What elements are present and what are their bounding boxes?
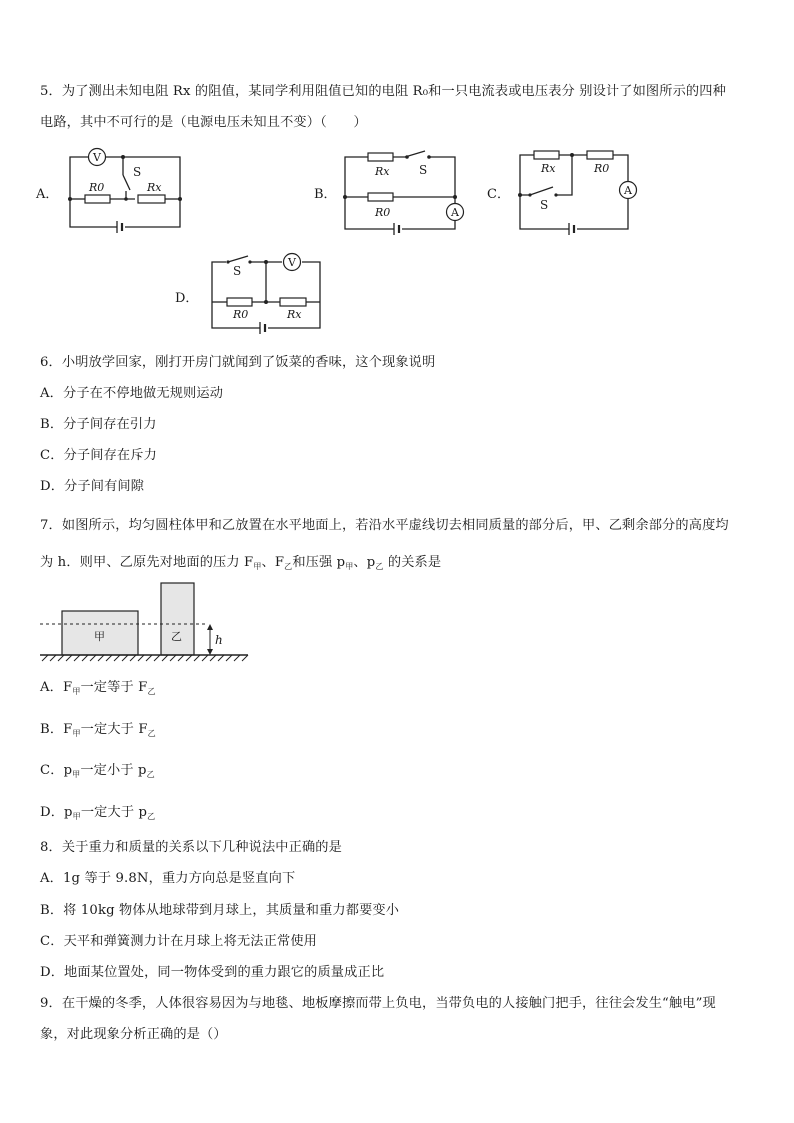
q7-stem-line2: 为 h．则甲、乙原先对地面的压力 $F_甲$、$F_乙$和压强 $p_甲$、$p_乙$ 的关系是 bbox=[40, 555, 442, 571]
q6-option-d: D．分子间有间隙 bbox=[40, 479, 145, 494]
circuit-c-diagram bbox=[510, 145, 645, 237]
circuit-a-rx-label: Rx bbox=[147, 181, 162, 194]
circuit-b-ammeter-label: A bbox=[451, 206, 459, 219]
circuit-c-ammeter-label: A bbox=[624, 184, 632, 197]
circuit-d-voltmeter-label: V bbox=[288, 256, 296, 269]
circuit-b-switch-label: S bbox=[419, 163, 428, 177]
circuit-d-rx-label: Rx bbox=[287, 308, 302, 321]
q9-stem-line1: 9．在干燥的冬季，人体很容易因为与地毯、地板摩擦而带上负电，当带负电的人接触门把手，往往会发生“触电”现 bbox=[40, 996, 716, 1011]
circuit-c-switch-label: S bbox=[540, 198, 549, 212]
cylinder-yi-label: 乙 bbox=[171, 630, 182, 643]
cylinder-jia-label: 甲 bbox=[94, 630, 105, 643]
q8-stem: 8．关于重力和质量的关系以下几种说法中正确的是 bbox=[40, 840, 342, 855]
q7-option-b: B．$F_甲$一定大于 $F_乙$ bbox=[40, 722, 156, 738]
circuit-d-r0-label: R0 bbox=[233, 308, 249, 321]
q6-stem: 6．小明放学回家，刚打开房门就闻到了饭菜的香味，这个现象说明 bbox=[40, 355, 436, 370]
circuit-a-r0-label: R0 bbox=[89, 181, 105, 194]
circuit-c-rx-label: Rx bbox=[541, 162, 556, 175]
circuit-c-r0-label: R0 bbox=[594, 162, 610, 175]
q5-option-d-label: D． bbox=[175, 291, 199, 306]
q8-option-b: B．将 10kg 物体从地球带到月球上，其质量和重力都要变小 bbox=[40, 903, 400, 918]
q7-option-a: A．$F_甲$一定等于 $F_乙$ bbox=[40, 680, 156, 696]
height-h-label: h bbox=[215, 633, 223, 647]
q6-option-c: C．分子间存在斥力 bbox=[40, 448, 157, 463]
q8-option-a: A．1g 等于 9.8N，重力方向总是竖直向下 bbox=[40, 871, 296, 886]
q7-option-c: C．$p_甲$一定小于 $p_乙$ bbox=[40, 763, 155, 779]
circuit-b-rx-label: Rx bbox=[375, 165, 390, 178]
circuit-a-voltmeter-label: V bbox=[93, 151, 101, 164]
cylinder-yi bbox=[161, 583, 194, 655]
q7-cylinders-figure bbox=[36, 580, 251, 664]
q5-stem-line1: 5．为了测出未知电阻 Rx 的阻值，某同学利用阻值已知的电阻 R₀和一只电流表或电压表分 别设计了如图所示的四种 bbox=[40, 84, 726, 99]
q6-option-a: A．分子在不停地做无规则运动 bbox=[40, 386, 224, 401]
circuit-b-r0-label: R0 bbox=[375, 206, 391, 219]
q8-option-d: D．地面某位置处，同一物体受到的重力跟它的质量成正比 bbox=[40, 965, 385, 980]
circuit-d-switch-label: S bbox=[233, 264, 242, 278]
circuit-a-switch-label: S bbox=[133, 165, 142, 179]
circuit-a-diagram bbox=[60, 145, 190, 235]
q5-stem-line2: 电路，其中不可行的是（电源电压未知且不变）（ ） bbox=[40, 115, 367, 130]
q5-option-c-label: C． bbox=[487, 187, 510, 202]
q8-option-c: C．天平和弹簧测力计在月球上将无法正常使用 bbox=[40, 934, 317, 949]
q7-option-d: D．$p_甲$一定大于 $p_乙$ bbox=[40, 805, 156, 821]
circuit-b-diagram bbox=[335, 145, 470, 237]
q7-stem-line1: 7．如图所示，均匀圆柱体甲和乙放置在水平地面上，若沿水平虚线切去相同质量的部分后，甲、乙剩余部分的高度均 bbox=[40, 518, 729, 533]
q5-option-a-label: A． bbox=[36, 187, 59, 202]
q5-option-b-label: B． bbox=[314, 187, 337, 202]
q6-option-b: B．分子间存在引力 bbox=[40, 417, 157, 432]
circuit-d-diagram bbox=[200, 250, 330, 335]
q9-stem-line2: 象，对此现象分析正确的是（） bbox=[40, 1027, 227, 1042]
